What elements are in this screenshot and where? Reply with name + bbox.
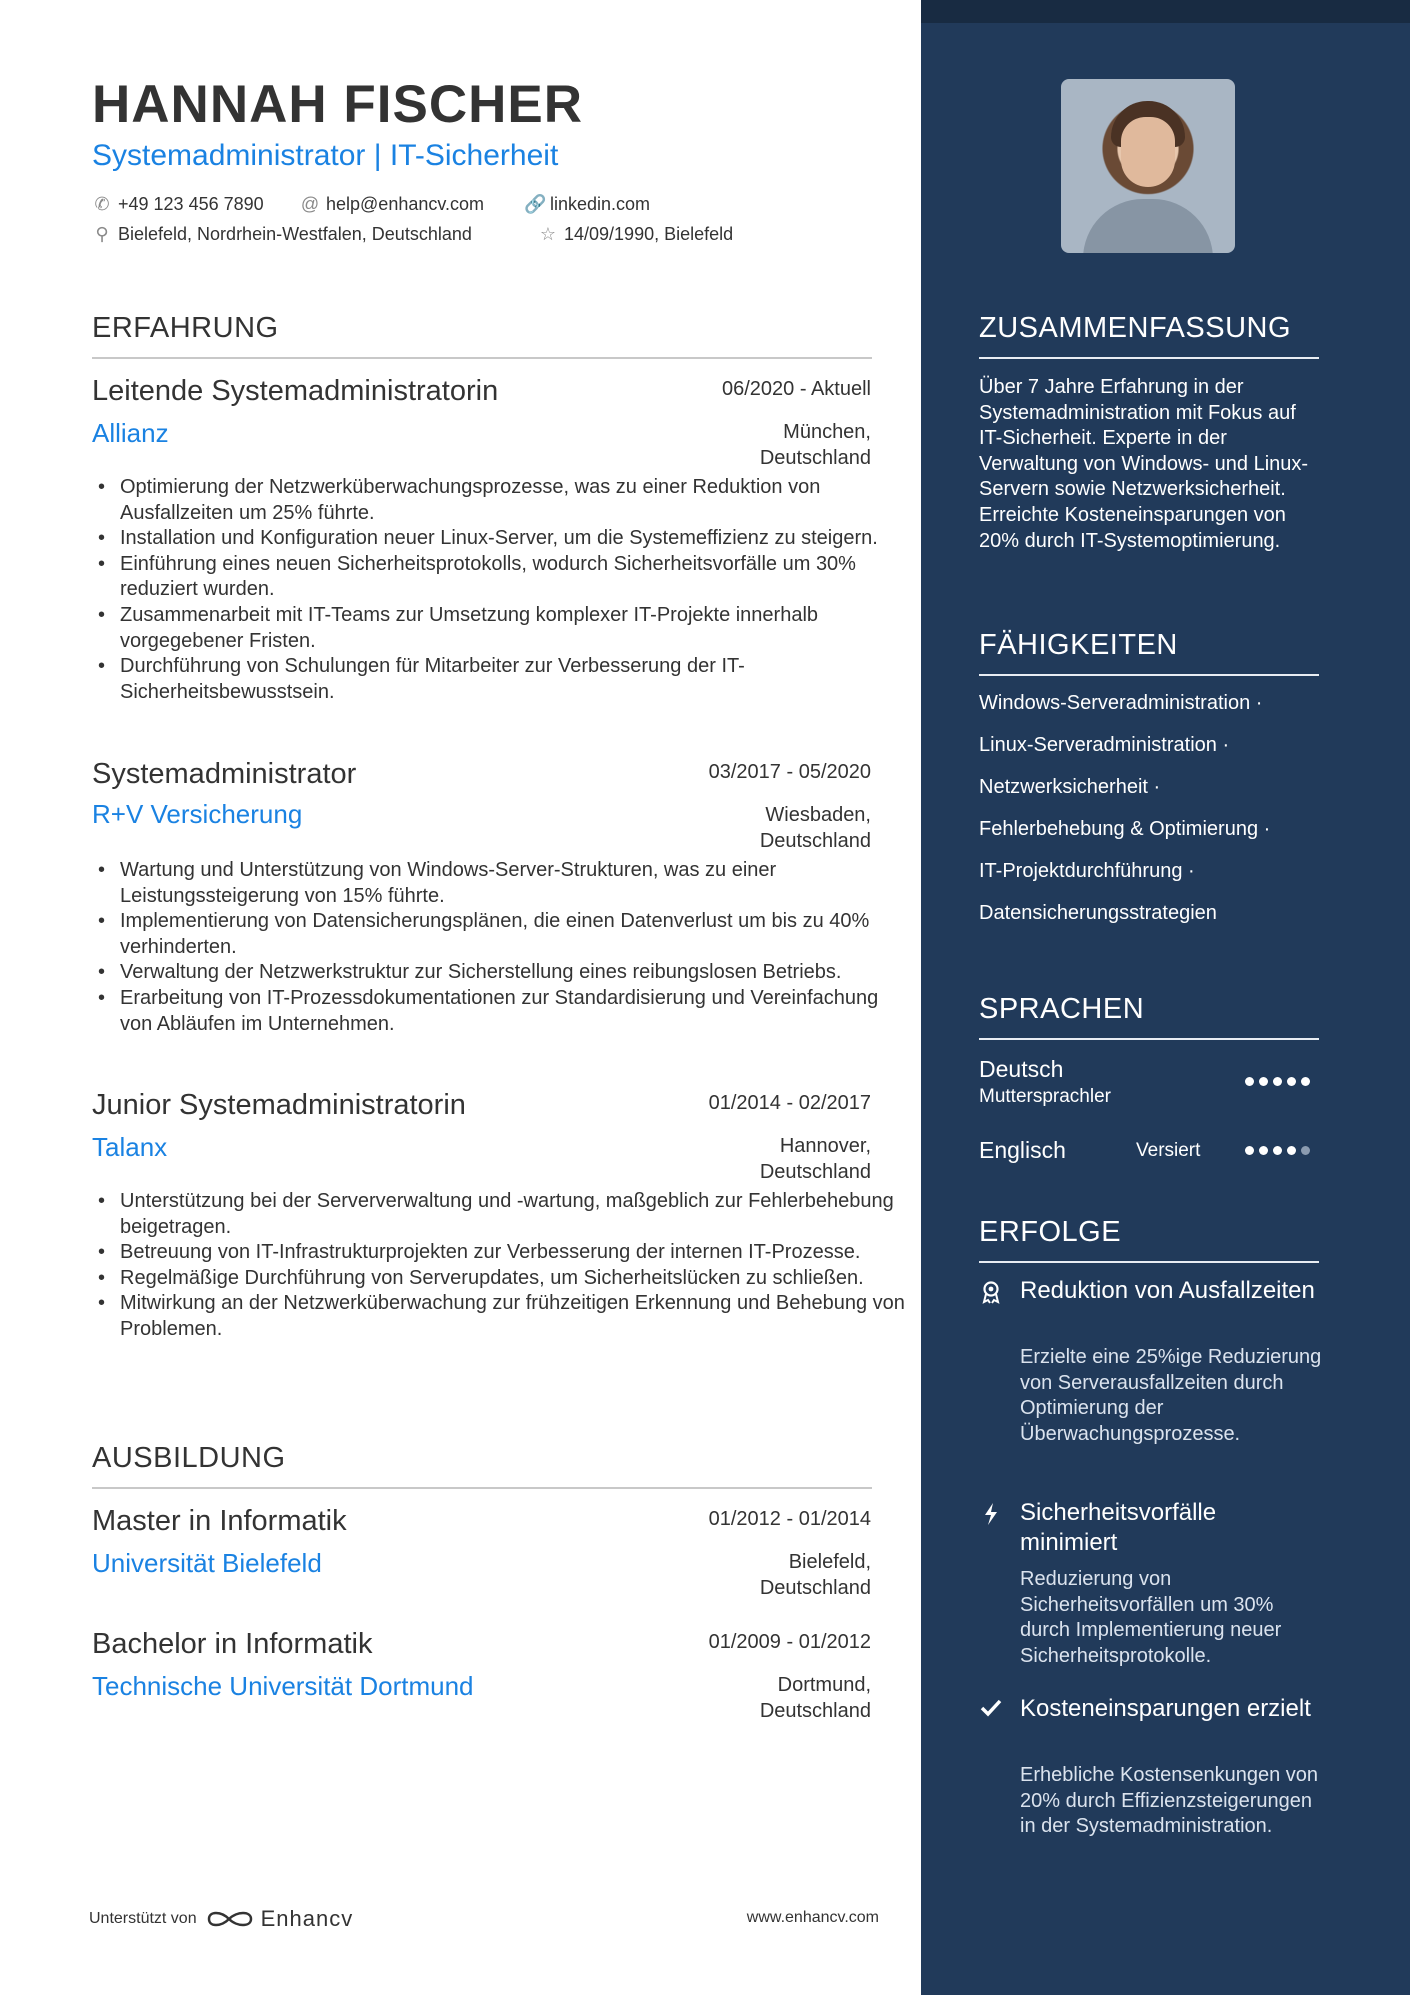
rating-dot-filled bbox=[1259, 1077, 1268, 1086]
job-company[interactable]: Talanx bbox=[92, 1132, 168, 1162]
rating-dot-filled bbox=[1287, 1146, 1296, 1155]
achievement-desc: Reduzierung von Sicherheitsvorfällen um 30% durch Implementierung neuer Sicherheitsprotokolle. bbox=[1020, 1568, 1282, 1667]
job-bullets bbox=[92, 1189, 910, 1343]
enhancv-logo bbox=[207, 1906, 354, 1932]
job-country: Deutschland bbox=[759, 1160, 871, 1183]
job-date: 03/2017 - 05/2020 bbox=[708, 761, 871, 783]
bullet-item: • Optimierung der Netzwerküberwachungsprozesse, was zu einer Reduktion von Ausfallzeiten um 25% führte. bbox=[120, 475, 910, 526]
school-city: Dortmund, bbox=[777, 1674, 871, 1696]
language-level: Muttersprachler bbox=[979, 1086, 1111, 1107]
rating-dot-filled bbox=[1301, 1077, 1310, 1086]
rating-dot-filled bbox=[1245, 1077, 1254, 1086]
language-rating bbox=[1245, 1077, 1310, 1086]
rating-dot-filled bbox=[1273, 1146, 1282, 1155]
link-text: linkedin.com bbox=[550, 194, 651, 214]
achievement-title: Kosteneinsparungen erzielt bbox=[1020, 1695, 1311, 1722]
enhancv-logo-icon bbox=[207, 1908, 253, 1930]
bullet-item: • Mitwirkung an der Netzwerküberwachung zur frühzeitigen Erkennung und Behebung von Problemen. bbox=[120, 1291, 910, 1342]
language-rating bbox=[1245, 1146, 1310, 1155]
job-city: Hannover, bbox=[779, 1135, 871, 1157]
bullet-item: • Durchführung von Schulungen für Mitarbeiter zur Verbesserung der IT-Sicherheitsbewusstsein. bbox=[120, 654, 910, 705]
bullet-item: • Zusammenarbeit mit IT-Teams zur Umsetzung komplexer IT-Projekte innerhalb vorgegebener Fristen. bbox=[120, 603, 910, 654]
star-icon: ☆ bbox=[539, 224, 557, 244]
school-name[interactable]: Universität Bielefeld bbox=[92, 1548, 322, 1578]
footer-url[interactable]: www.enhancv.com bbox=[746, 1909, 879, 1926]
degree-title: Master in Informatik bbox=[92, 1505, 347, 1537]
school-city: Bielefeld, bbox=[788, 1551, 871, 1573]
job-company[interactable]: R+V Versicherung bbox=[92, 799, 303, 829]
contact-location bbox=[92, 224, 472, 245]
job-bullets bbox=[92, 475, 910, 705]
location-pin-icon: ⚲ bbox=[95, 224, 109, 244]
school-country: Deutschland bbox=[759, 1576, 871, 1599]
job-company[interactable]: Allianz bbox=[92, 418, 169, 448]
rating-dot-filled bbox=[1245, 1146, 1254, 1155]
rating-dot-filled bbox=[1287, 1077, 1296, 1086]
job-bullets bbox=[92, 858, 910, 1037]
job-date: 06/2020 - Aktuell bbox=[722, 378, 871, 400]
rating-dot-empty bbox=[1301, 1146, 1310, 1155]
check-icon bbox=[979, 1698, 1003, 1722]
school-location bbox=[760, 1550, 871, 1601]
bullet-item: • Implementierung von Datensicherungsplänen, die einen Datenverlust um bis zu 40% verhinderten. bbox=[120, 909, 910, 960]
language-level: Versiert bbox=[1136, 1140, 1201, 1161]
skill-item: Fehlerbehebung & Optimierung · bbox=[979, 818, 1271, 840]
bullet-item: • Einführung eines neuen Sicherheitsprotokolls, wodurch Sicherheitsvorfälle um 30% reduziert wurden. bbox=[120, 552, 910, 603]
lightning-icon bbox=[979, 1502, 1003, 1526]
job-role: Junior Systemadministratorin bbox=[92, 1089, 466, 1121]
language-name: Englisch bbox=[979, 1137, 1066, 1163]
powered-by-text: Unterstützt von bbox=[89, 1910, 197, 1927]
rating-dot-filled bbox=[1259, 1146, 1268, 1155]
contact-phone[interactable] bbox=[92, 194, 264, 215]
degree-date: 01/2012 - 01/2014 bbox=[708, 1508, 871, 1530]
email-text: help@enhancv.com bbox=[326, 194, 485, 214]
candidate-title: Systemadministrator | IT-Sicherheit bbox=[92, 139, 559, 172]
contact-email[interactable] bbox=[300, 194, 484, 215]
degree-title: Bachelor in Informatik bbox=[92, 1628, 373, 1660]
achievement-desc: Erhebliche Kostensenkungen von 20% durch Effizienzsteigerungen in der Systemadministration. bbox=[1020, 1764, 1318, 1838]
achievement-title: Reduktion von Ausfallzeiten bbox=[1020, 1277, 1315, 1304]
contact-birth bbox=[538, 224, 733, 245]
job-role: Systemadministrator bbox=[92, 758, 357, 790]
achievements-heading: ERFOLGE bbox=[979, 1216, 1319, 1263]
school-name[interactable]: Technische Universität Dortmund bbox=[92, 1671, 474, 1701]
location-text: Bielefeld, Nordrhein-Westfalen, Deutschland bbox=[118, 224, 472, 244]
skill-item: Linux-Serveradministration · bbox=[979, 734, 1230, 756]
sidebar-top-bar bbox=[921, 0, 1410, 23]
bullet-item: • Regelmäßige Durchführung von Serverupdates, um Sicherheitslücken zu schließen. bbox=[120, 1266, 910, 1292]
bullet-item: • Verwaltung der Netzwerkstruktur zur Sicherstellung eines reibungslosen Betriebs. bbox=[120, 960, 910, 986]
contact-link[interactable] bbox=[524, 194, 650, 215]
school-location bbox=[760, 1673, 871, 1724]
phone-icon: ✆ bbox=[94, 194, 110, 214]
job-city: Wiesbaden, bbox=[765, 804, 871, 826]
experience-heading: ERFAHRUNG bbox=[92, 312, 872, 359]
enhancv-brand-text: Enhancv bbox=[260, 1906, 354, 1931]
job-country: Deutschland bbox=[759, 446, 871, 469]
summary-text: Über 7 Jahre Erfahrung in der Systemadministration mit Fokus auf IT-Sicherheit. Experte in der Verwaltung von Windows- und Linux-Servern sowie Netzwerksicherheit. Erreichte Kosteneinsparungen von 20% durch IT-Systemoptimierung. bbox=[979, 376, 1309, 552]
job-country: Deutschland bbox=[759, 829, 871, 852]
job-location bbox=[760, 420, 871, 471]
job-date: 01/2014 - 02/2017 bbox=[708, 1092, 871, 1114]
skill-item: IT-Projektdurchführung · bbox=[979, 860, 1195, 882]
skills-heading: FÄHIGKEITEN bbox=[979, 629, 1319, 676]
award-icon bbox=[979, 1280, 1003, 1304]
bullet-item: • Betreuung von IT-Infrastrukturprojekten zur Verbesserung der internen IT-Prozesse. bbox=[120, 1240, 910, 1266]
link-icon: 🔗 bbox=[524, 194, 547, 214]
achievement-desc: Erzielte eine 25%ige Reduzierung von Serverausfallzeiten durch Optimierung der Überwachungsprozesse. bbox=[1020, 1346, 1322, 1445]
school-country: Deutschland bbox=[759, 1699, 871, 1722]
skill-item: Netzwerksicherheit · bbox=[979, 776, 1161, 798]
skill-item: Datensicherungsstrategien bbox=[979, 902, 1217, 924]
bullet-item: • Wartung und Unterstützung von Windows-Server-Strukturen, was zu einer Leistungssteigerung von 15% führte. bbox=[120, 858, 910, 909]
job-location bbox=[760, 803, 871, 854]
summary-heading: ZUSAMMENFASSUNG bbox=[979, 312, 1319, 359]
bullet-item: • Unterstützung bei der Serververwaltung und -wartung, maßgeblich zur Fehlerbehebung beigetragen. bbox=[120, 1189, 910, 1240]
job-location bbox=[760, 1134, 871, 1185]
degree-date: 01/2009 - 01/2012 bbox=[708, 1631, 871, 1653]
language-name: Deutsch bbox=[979, 1056, 1064, 1082]
birth-text: 14/09/1990, Bielefeld bbox=[564, 224, 734, 244]
skill-item: Windows-Serveradministration · bbox=[979, 692, 1263, 714]
photo-face bbox=[1121, 117, 1175, 187]
rating-dot-filled bbox=[1273, 1077, 1282, 1086]
achievement-title: Sicherheitsvorfälle minimiert bbox=[1020, 1499, 1217, 1556]
phone-text: +49 123 456 7890 bbox=[118, 194, 264, 214]
photo-shoulders bbox=[1083, 199, 1213, 253]
at-icon: @ bbox=[300, 194, 320, 214]
languages-heading: SPRACHEN bbox=[979, 993, 1319, 1040]
footer-powered[interactable] bbox=[89, 1906, 353, 1932]
bullet-item: • Installation und Konfiguration neuer Linux-Server, um die Systemeffizienz zu steigern. bbox=[120, 526, 910, 552]
education-heading: AUSBILDUNG bbox=[92, 1442, 872, 1489]
bullet-item: • Erarbeitung von IT-Prozessdokumentationen zur Standardisierung und Vereinfachung von Abläufen im Unternehmen. bbox=[120, 986, 910, 1037]
job-role: Leitende Systemadministratorin bbox=[92, 375, 499, 407]
candidate-name: HANNAH FISCHER bbox=[92, 75, 583, 134]
profile-photo bbox=[1061, 79, 1235, 253]
job-city: München, bbox=[783, 421, 871, 443]
